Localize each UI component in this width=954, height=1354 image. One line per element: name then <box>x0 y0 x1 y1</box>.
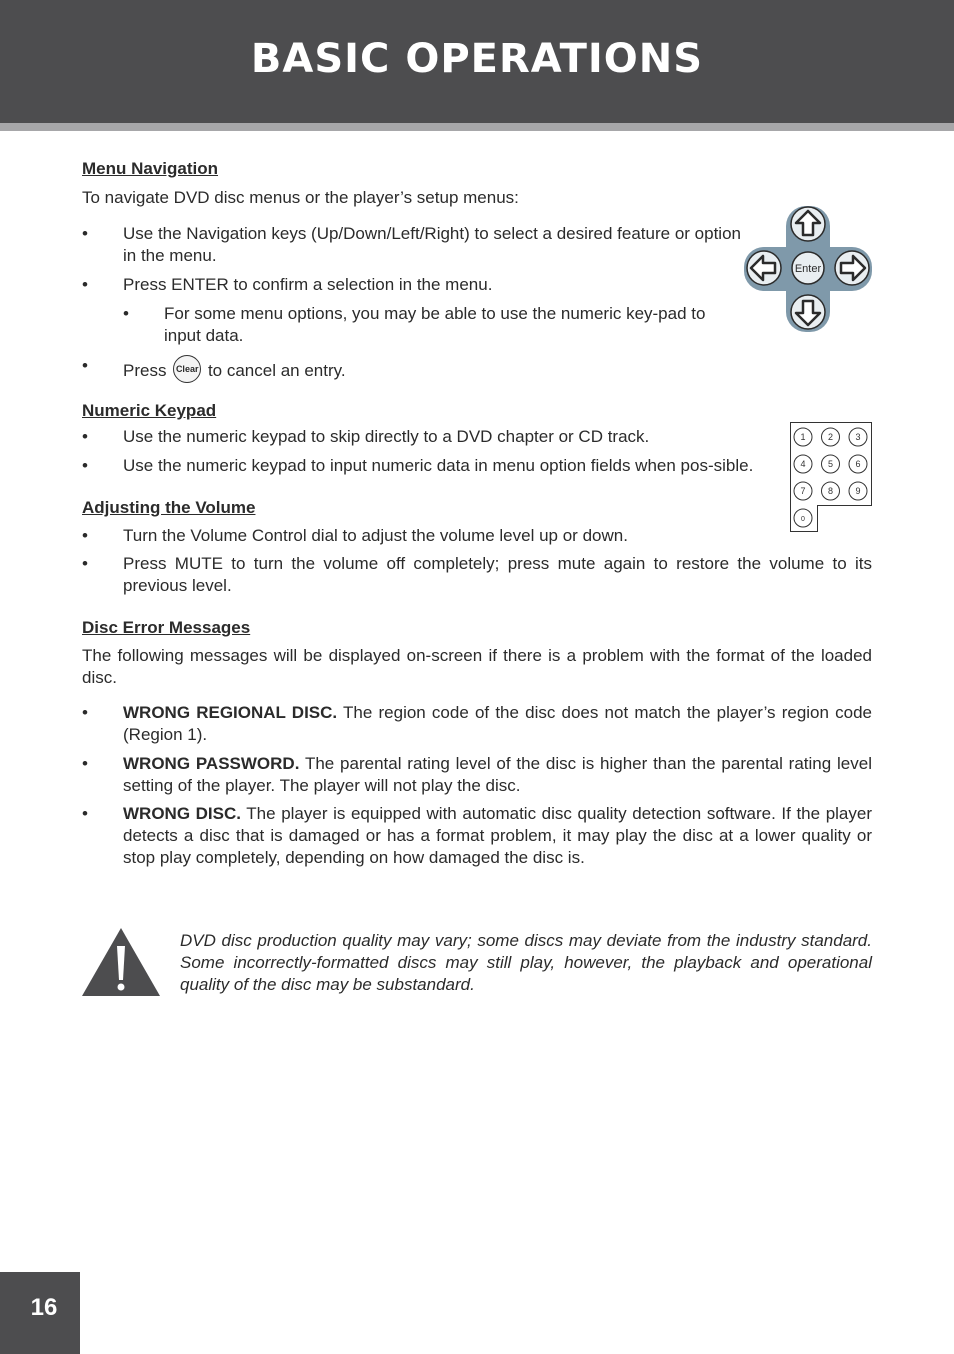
warning-icon <box>82 928 160 996</box>
list-item <box>82 426 813 448</box>
list-item <box>82 355 755 383</box>
list-item-text: Use the numeric keypad to skip directly to a DVD chapter or CD track. <box>123 427 650 446</box>
sub-list-item <box>123 303 714 347</box>
keypad-key-label: 5 <box>827 459 834 469</box>
navigation-pad-icon <box>742 204 874 334</box>
keypad-key-label: 3 <box>855 432 861 442</box>
disc-errors-list <box>82 702 872 869</box>
list-item-text: Turn the Volume Control dial to adjust the volume level up or down. <box>123 526 628 545</box>
keypad-key-label: 4 <box>800 459 806 469</box>
list-item-text: Press <box>123 361 167 380</box>
list-item <box>82 702 872 746</box>
numeric-keypad-heading: Numeric Keypad <box>82 401 217 420</box>
keypad-key-label: 6 <box>855 459 861 469</box>
keypad-key-label: 2 <box>827 432 834 442</box>
list-item <box>82 525 872 547</box>
list-item <box>82 553 872 597</box>
numeric-keypad-icon <box>790 422 872 532</box>
list-item-text: Use the numeric keypad to input numeric data in menu option fields when pos-sible. <box>123 456 754 475</box>
header-accent-strip <box>0 123 954 131</box>
volume-heading: Adjusting the Volume <box>82 498 256 517</box>
list-item <box>82 753 872 797</box>
keypad-key-label: 1 <box>800 432 806 442</box>
volume-list <box>82 525 872 597</box>
error-description: The player is equipped with automatic disc quality detection software. If the player detects a disc that is damaged or has a format problem, it may play the disc at a lower quality or stop play completely, depending on how damaged the disc is. <box>123 804 872 867</box>
volume-section <box>82 497 872 597</box>
list-item-text: Use the Navigation keys (Up/Down/Left/Right) to select a desired feature or option in the menu. <box>123 224 741 265</box>
enter-button-label: Enter <box>794 263 822 275</box>
error-term: WRONG PASSWORD. <box>123 754 300 773</box>
clear-button-icon: Clear <box>173 355 201 383</box>
warning-note-text: DVD disc production quality may vary; some discs may deviate from the industry standard. Some incorrectly-formatted discs may still play, however, the playback and operational quality of the disc may be substandard. <box>180 931 872 994</box>
keypad-key-label: 8 <box>827 486 834 496</box>
list-item-text: Press ENTER to confirm a selection in the menu. <box>123 275 493 294</box>
list-item-text: Press MUTE to turn the volume off completely; press mute again to restore the volume to its previous level. <box>123 554 872 595</box>
list-item-text: For some menu options, you may be able to use the numeric key-pad to input data. <box>164 304 706 345</box>
error-description: The region code of the disc does not match the player’s region code (Region 1). <box>123 703 873 744</box>
disc-errors-intro: The following messages will be displayed on-screen if there is a problem with the format of the loaded disc. <box>82 646 872 687</box>
numeric-keypad-list <box>82 426 872 477</box>
error-term: WRONG REGIONAL DISC. <box>123 703 338 722</box>
page-title: BASIC OPERATIONS <box>250 36 704 82</box>
list-item <box>82 803 872 869</box>
keypad-key-label: 0 <box>801 516 805 523</box>
keypad-key-label: 7 <box>800 486 806 496</box>
page-number: 16 <box>30 1294 58 1321</box>
disc-errors-section <box>82 617 872 869</box>
list-item <box>82 455 813 477</box>
keypad-key-label: 9 <box>855 486 861 496</box>
list-item <box>82 223 755 267</box>
list-item <box>82 274 755 347</box>
error-term: WRONG DISC. <box>123 804 241 823</box>
numeric-keypad-section <box>82 400 872 477</box>
error-description: The parental rating level of the disc is higher than the parental rating level setting of the player. The player will not play the disc. <box>123 754 872 795</box>
disc-errors-heading: Disc Error Messages <box>82 618 251 637</box>
list-item-text: to cancel an entry. <box>207 361 346 380</box>
menu-navigation-heading: Menu Navigation <box>82 159 219 178</box>
menu-navigation-intro: To navigate DVD disc menus or the player’s setup menus: <box>82 188 519 207</box>
sub-list <box>123 303 755 347</box>
